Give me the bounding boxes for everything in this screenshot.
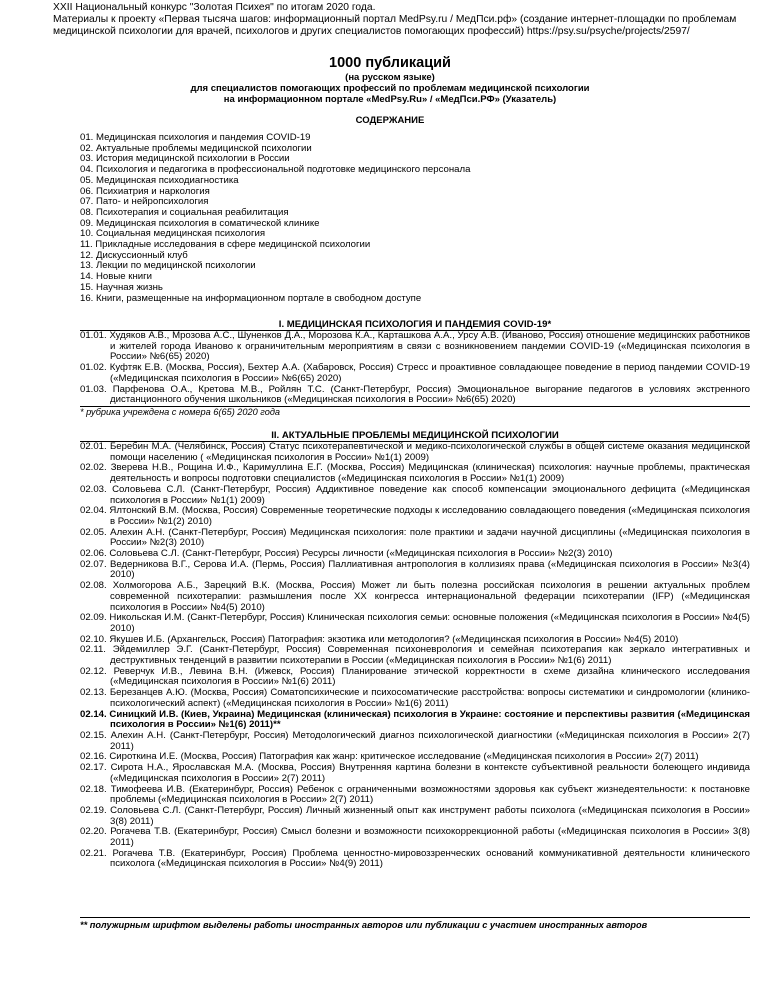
entry: 02.02. Зверева Н.В., Рощина И.Ф., Каримуллина Е.Г. (Москва, Россия) Медицинская (клиническая) психология: научные проблемы, практическая деятельность и вопросы подготовки специалистов («Медицинская психология в России» №1(1) 2009) xyxy=(80,462,750,485)
toc-item: 12. Дискуссионный клуб xyxy=(80,249,188,261)
section-2-title: II. АКТУАЛЬНЫЕ ПРОБЛЕМЫ МЕДИЦИНСКОЙ ПСИХОЛОГИИ xyxy=(80,430,750,442)
footnote: ** полужирным шрифтом выделены работы иностранных авторов или публикации с участием иностранных авторов xyxy=(80,917,750,931)
header-line-1: XXII Национальный конкурс "Золотая Психея" по итогам 2020 года. xyxy=(53,2,376,13)
toc-item: 01. Медицинская психология и пандемия COVID-19 xyxy=(80,132,311,143)
entry: 02.15. Алехин А.Н. (Санкт-Петербург, Россия) Методологический диагноз психологической диагностики («Медицинская психология в России» 2(7) 2011) xyxy=(80,729,750,752)
contents-heading: СОДЕРЖАНИЕ xyxy=(355,115,425,126)
header-line-3: медицинской психологии для врачей, психологов и других специалистов помогающих профессий) https://psy.su/psyche/projects/2597/ xyxy=(53,26,690,37)
section-1 xyxy=(80,319,750,418)
entry: 02.11. Эйдемиллер Э.Г. (Санкт-Петербург, Россия) Современная психоневрология и семейная психотерапия как зеркало интегративных и деструктивных тенденций в развитии психотерапии в России («Медицинская психология в России» №1(6) 2011) xyxy=(80,644,750,667)
toc-item: 06. Психиатрия и наркология xyxy=(80,185,210,197)
entry: 02.16. Сироткина И.Е. (Москва, Россия) Патография как жанр: критическое исследование («Медицинская психология в России» 2(7) 2011) xyxy=(80,751,699,763)
toc-item: 13. Лекции по медицинской психологии xyxy=(80,260,256,272)
entry: 01.02. Куфтяк Е.В. (Москва, Россия), Бехтер А.А. (Хабаровск, Россия) Стресс и проактивное совладающее поведение в период пандемии COVID-19 («Медицинская психология в России» №6(65) 2020) xyxy=(80,362,750,384)
entry: 02.01. Беребин М.А. (Челябинск, Россия) Статус психотерапевтической и медико-психологической службы в общей системе оказания медицинской помощи населению ( «Медицинская психология в России» №1(1) 2009) xyxy=(80,441,750,463)
entry: 02.17. Сирота Н.А., Ярославская М.А. (Москва, Россия) Внутренняя картина болезни в контексте субъективной реальности болеющего индивида («Медицинская психология в России» 2(7) 2011) xyxy=(80,762,750,784)
toc-item: 04. Психология и педагогика в профессиональной подготовке медицинского персонала xyxy=(80,164,471,176)
entry: 01.01. Худяков А.В., Мрозова А.С., Шуненков Д.А., Морозова К.А., Карташкова А.А., Урсу А.В. (Иваново, Россия) отношение медицинских работников и жителей города Иваново к ограничительным мероприятиям в связи с возникновением пандемии COVID-19 («Медицинская психология в России» №6(65) 2020) xyxy=(80,330,750,363)
entry: 02.06. Соловьева С.Л. (Санкт-Петербург, Россия) Ресурсы личности («Медицинская психология в России» №2(3) 2010) xyxy=(80,548,613,560)
subtitle-portal: на информационном портале «MedPsy.Ru» / «МедПси.РФ» (Указатель) xyxy=(223,94,557,105)
section-1-note: * рубрика учреждена с номера 6(65) 2020 года xyxy=(80,406,281,417)
section-2-entries xyxy=(80,442,750,870)
entry: 02.14. Синицкий И.В. (Киев, Украина) Медицинская (клиническая) психология в Украине: состояние и перспективы развития («Медицинская психология в России» №1(6) 2011)** xyxy=(80,708,750,731)
entry: 02.05. Алехин А.Н. (Санкт-Петербург, Россия) Медицинская психология: поле практики и задачи научной дисциплины («Медицинская психология в России» №2(3) 2010) xyxy=(80,526,750,549)
entry: 02.13. Березанцев А.Ю. (Москва, Россия) Соматопсихические и психосоматические расстройства: вопросы систематики и синдромологии (клинико-психологический аспект) («Медицинская психология в России» №1(6) 2011) xyxy=(80,687,750,709)
toc-item: 16. Книги, размещенные на информационном портале в свободном доступе xyxy=(80,292,422,304)
entry: 02.07. Ведерникова В.Г., Серова И.А. (Пермь, Россия) Паллиативная антропология в коллизиях права («Медицинская психология в России» №3(4) 2010) xyxy=(80,558,750,581)
toc-item: 07. Пато- и нейропсихология xyxy=(80,196,209,208)
table-of-contents xyxy=(80,133,470,304)
toc-item: 03. История медицинской психологии в России xyxy=(80,153,290,165)
entry: 02.20. Рогачева Т.В. (Екатеринбург, Россия) Смысл болезни и возможности психокоррекционной работы («Медицинская психология в России» 3(8) 2011) xyxy=(80,826,750,849)
entry: 02.03. Соловьева С.Л. (Санкт-Петербург, Россия) Аддиктивное поведение как способ компенсации эмоционального дефицита («Медицинская психология в России» №1(1) 2009) xyxy=(80,483,750,506)
entry: 02.19. Соловьева С.Л. (Санкт-Петербург, Россия) Личный жизненный опыт как инструмент работы психолога («Медицинская психология в России» 3(8) 2011) xyxy=(80,804,750,827)
entry: 01.03. Парфенова О.А., Кретова М.В., Ройлян Т.С. (Санкт-Петербург, Россия) Эмоциональное выгорание педагогов в условиях экстренного дистанционного обучения школьников («Медицинская психология в России» №6(65) 2020) xyxy=(80,383,750,406)
toc-item: 11. Прикладные исследования в сфере медицинской психологии xyxy=(80,239,371,251)
toc-item: 15. Научная жизнь xyxy=(80,281,163,293)
section-1-title: I. МЕДИЦИНСКАЯ ПСИХОЛОГИЯ И ПАНДЕМИЯ COVID-19* xyxy=(80,319,750,331)
entry: 02.08. Холмогорова А.Б., Зарецкий В.К. (Москва, Россия) Может ли быть полезна российская психология в решении актуальных проблем современной психотерапии: размышления после XX конгресса интернациональной федерации психотерапии (IFP) («Медицинская психология в России» №4(5) 2010) xyxy=(80,580,750,613)
toc-item: 14. Новые книги xyxy=(80,271,152,283)
document-title: 1000 публикаций xyxy=(329,55,451,71)
entry: 02.21. Рогачева Т.В. (Екатеринбург, Россия) Проблема ценностно-мировоззренческих оснований коммуникативной деятельности клинического психолога («Медицинская психология в России» №4(9) 2011) xyxy=(80,847,750,870)
entry: 02.18. Тимофеева И.В. (Екатеринбург, Россия) Ребенок с ограниченными возможностями здоровья как субъект жизнедеятельности: к постановке проблемы («Медицинская психология в России» 2(7) 2011) xyxy=(80,783,750,806)
toc-item: 02. Актуальные проблемы медицинской психологии xyxy=(80,142,312,154)
toc-item: 09. Медицинская психология в соматической клинике xyxy=(80,217,320,229)
section-1-entries xyxy=(80,331,750,407)
entry: 02.09. Никольская И.М. (Санкт-Петербург, Россия) Клиническая психология семьи: основные положения («Медицинская психология в России» №4(5) 2010) xyxy=(80,612,750,634)
entry: 02.04. Ялтонский В.М. (Москва, Россия) Современные теоретические подходы к исследованию совладающего поведения («Медицинская психология в России» №1(2) 2010) xyxy=(80,505,750,527)
section-2 xyxy=(80,430,750,870)
toc-item: 08. Психотерапия и социальная реабилитация xyxy=(80,206,289,218)
toc-item: 05. Медицинская психодиагностика xyxy=(80,174,239,186)
toc-item: 10. Социальная медицинская психология xyxy=(80,228,266,240)
subtitle-language: (на русском языке) xyxy=(345,72,435,83)
entry: 02.10. Якушев И.Б. (Архангельск, Россия) Патография: экзотика или методология? («Медицинская психология в России» №4(5) 2010) xyxy=(80,633,679,645)
header-line-2: Материалы к проекту «Первая тысяча шагов: информационный портал MedPsy.ru / МедПси.рф» (создание интернет-площадки по проблемам xyxy=(53,14,737,25)
subtitle-audience: для специалистов помогающих профессий по проблемам медицинской психологии xyxy=(190,83,590,94)
entry: 02.12. Реверчук И.В., Левина В.Н. (Ижевск, Россия) Планирование этической корректности в схеме дизайна клинического исследования («Медицинская психология в России» №1(6) 2011) xyxy=(80,665,750,688)
